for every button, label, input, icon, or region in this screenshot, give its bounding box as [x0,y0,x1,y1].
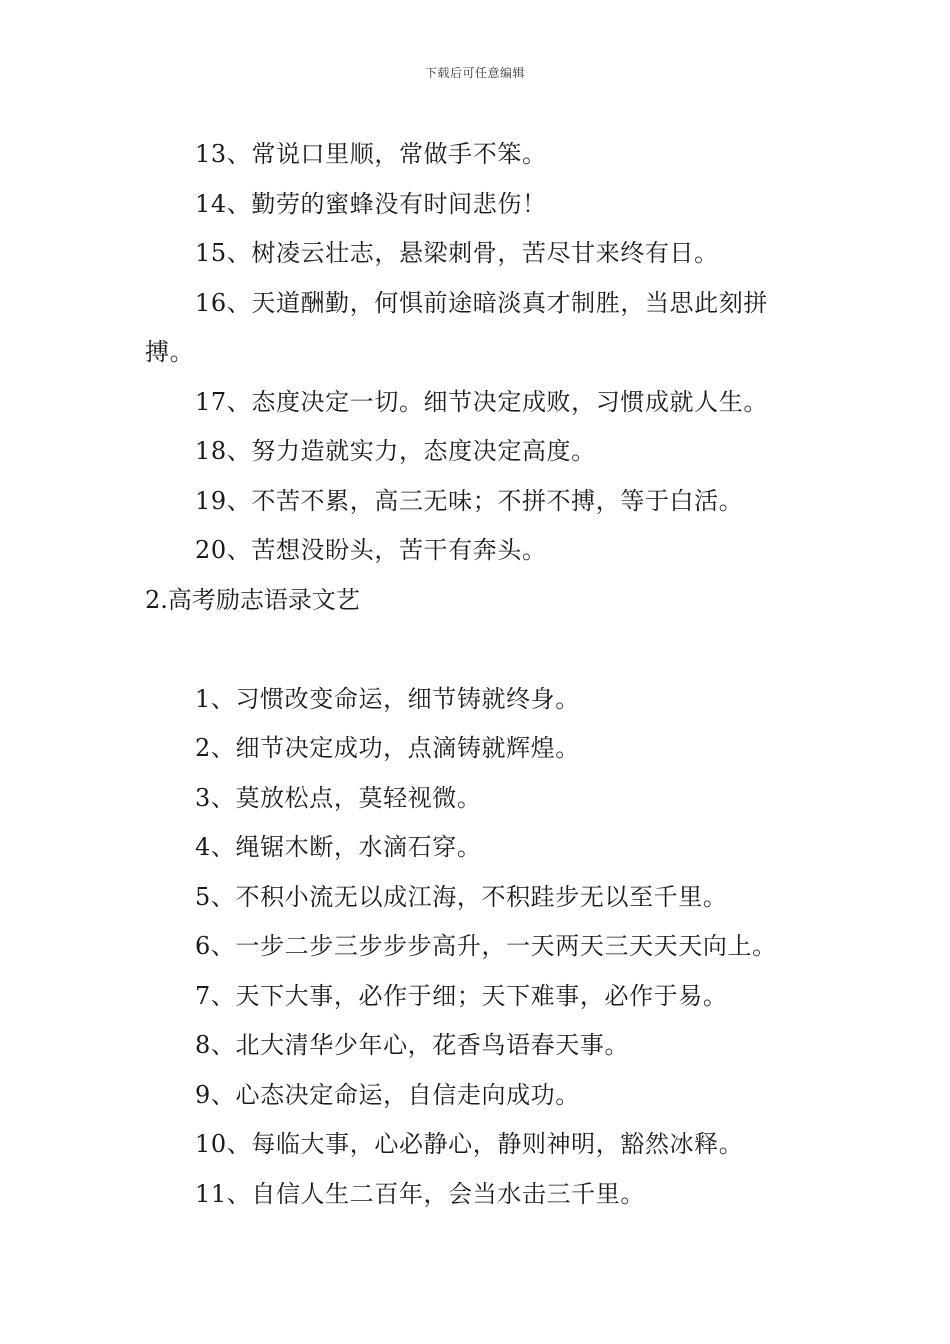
document-body [145,130,815,1219]
list-item: 18、努力造就实力，态度决定高度。 [195,437,596,465]
list-item: 1、习惯改变命运，细节铸就终身。 [195,684,580,713]
list-item: 8、北大清华少年心，花香鸟语春天事。 [195,1031,630,1059]
list-item: 20、苦想没盼头，苦干有奔头。 [195,536,547,564]
list-item: 10、每临大事，心必静心，静则神明，豁然冰释。 [195,1130,744,1158]
list-item: 9、心态决定命运，自信走向成功。 [195,1080,580,1109]
list-item: 13、常说口里顺，常做手不笨。 [195,140,547,168]
spacer [145,625,815,675]
list-item: 19、不苦不累，高三无味；不拼不搏，等于白活。 [195,486,744,515]
list-item: 11、自信人生二百年，会当水击三千里。 [195,1179,645,1208]
list-item: 5、不积小流无以成江海，不积跬步无以至千里。 [195,882,728,911]
list-item: 2、细节决定成功，点滴铸就辉煌。 [195,734,580,762]
list-item: 14、勤劳的蜜蜂没有时间悲伤！ [195,189,547,218]
list-item: 7、天下大事，必作于细；天下难事，必作于易。 [195,981,728,1010]
list-item: 17、态度决定一切。细节决定成败，习惯成就人生。 [195,387,768,416]
page-header: 下载后可任意编辑 [424,66,525,80]
section-title: 2.高考励志语录文艺 [145,585,360,614]
list-item: 15、树凌云壮志，悬梁刺骨，苦尽甘来终有日。 [195,239,719,267]
list-item: 6、一步二步三步步步高升，一天两天三天天天向上。 [195,932,777,960]
list-item: 16、天道酬勤，何惧前途暗淡真才制胜，当思此刻拼搏。 [145,288,768,366]
list-item: 4、绳锯木断，水滴石穿。 [195,833,482,861]
list-item: 3、莫放松点，莫轻视微。 [195,783,482,812]
